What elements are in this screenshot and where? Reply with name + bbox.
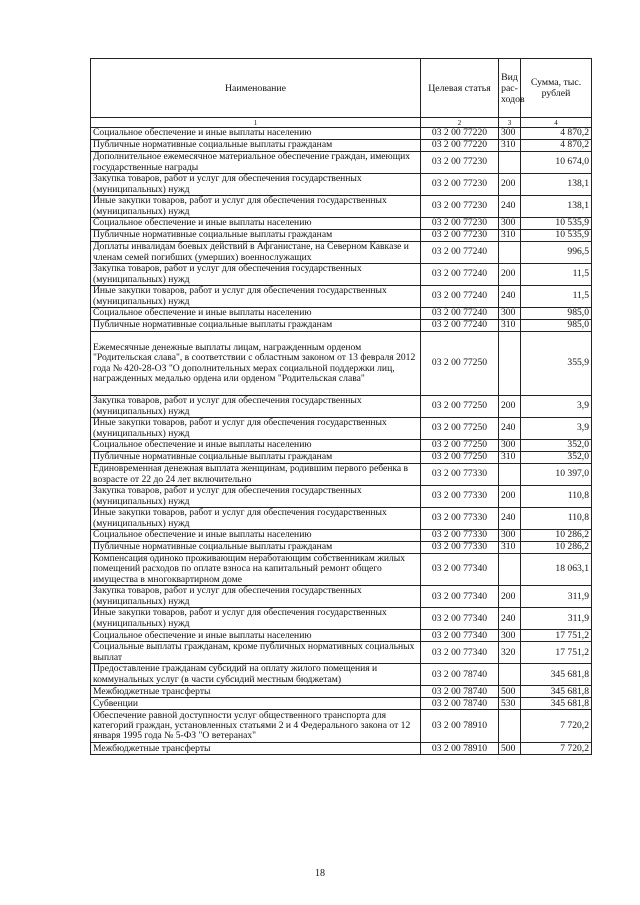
row-kind-cell: 240 bbox=[499, 508, 521, 530]
row-kind-cell: 200 bbox=[499, 396, 521, 418]
row-amount-cell: 110,8 bbox=[521, 486, 592, 508]
row-name-cell: Субвенции bbox=[91, 698, 421, 710]
row-kind-cell: 240 bbox=[499, 196, 521, 218]
row-amount-cell: 138,1 bbox=[521, 174, 592, 196]
row-kind-cell: 300 bbox=[499, 308, 521, 320]
row-code-cell: 03 2 00 77330 bbox=[421, 464, 499, 486]
row-name-cell: Иные закупки товаров, работ и услуг для обеспечения государственных (муниципальных) нужд bbox=[91, 196, 421, 218]
table-row bbox=[91, 308, 592, 320]
row-code-cell: 03 2 00 77240 bbox=[421, 264, 499, 286]
row-name-cell: Иные закупки товаров, работ и услуг для обеспечения государственных (муниципальных) нужд bbox=[91, 286, 421, 308]
table-row bbox=[91, 230, 592, 242]
row-name-cell: Закупка товаров, работ и услуг для обеспечения государственных (муниципальных) нужд bbox=[91, 174, 421, 196]
table-row bbox=[91, 710, 592, 743]
table-row bbox=[91, 218, 592, 230]
row-amount-cell: 11,5 bbox=[521, 286, 592, 308]
row-code-cell: 03 2 00 77220 bbox=[421, 128, 499, 140]
row-amount-cell: 311,9 bbox=[521, 586, 592, 608]
row-name-cell: Публичные нормативные социальные выплаты гражданам bbox=[91, 230, 421, 242]
table-row bbox=[91, 698, 592, 710]
row-kind-cell: 240 bbox=[499, 418, 521, 440]
row-amount-cell: 7 720,2 bbox=[521, 710, 592, 743]
row-name-cell: Социальное обеспечение и иные выплаты населению bbox=[91, 630, 421, 642]
row-name-cell: Иные закупки товаров, работ и услуг для обеспечения государственных (муниципальных) нужд bbox=[91, 508, 421, 530]
row-kind-cell: 310 bbox=[499, 542, 521, 554]
row-amount-cell: 17 751,2 bbox=[521, 642, 592, 664]
row-name-cell: Дополнительное ежемесячное материальное обеспечение граждан, имеющих государственные награды bbox=[91, 152, 421, 174]
row-amount-cell: 996,5 bbox=[521, 242, 592, 264]
table-row bbox=[91, 320, 592, 332]
row-amount-cell: 355,9 bbox=[521, 332, 592, 396]
row-code-cell: 03 2 00 77240 bbox=[421, 286, 499, 308]
table-row bbox=[91, 152, 592, 174]
row-name-cell: Компенсация одиноко проживающим неработающим собственникам жилых помещений расходов по оплате взноса на капитальный ремонт общего имущества в многоквартирном доме bbox=[91, 554, 421, 586]
row-amount-cell: 352,0 bbox=[521, 440, 592, 452]
row-amount-cell: 352,0 bbox=[521, 452, 592, 464]
table-row bbox=[91, 174, 592, 196]
row-amount-cell: 3,9 bbox=[521, 396, 592, 418]
row-code-cell: 03 2 00 77340 bbox=[421, 630, 499, 642]
row-code-cell: 03 2 00 77230 bbox=[421, 230, 499, 242]
row-code-cell: 03 2 00 77330 bbox=[421, 486, 499, 508]
row-amount-cell: 345 681,8 bbox=[521, 698, 592, 710]
row-code-cell: 03 2 00 77250 bbox=[421, 440, 499, 452]
row-name-cell: Иные закупки товаров, работ и услуг для обеспечения государственных (муниципальных) нужд bbox=[91, 418, 421, 440]
row-code-cell: 03 2 00 77330 bbox=[421, 508, 499, 530]
table-row bbox=[91, 554, 592, 586]
row-code-cell: 03 2 00 77330 bbox=[421, 542, 499, 554]
row-amount-cell: 10 674,0 bbox=[521, 152, 592, 174]
row-name-cell: Социальное обеспечение и иные выплаты населению bbox=[91, 530, 421, 542]
col-header-code: Целевая статья bbox=[421, 59, 499, 118]
row-name-cell: Единовременная денежная выплата женщинам, родившим первого ребенка в возрасте от 22 до 24 лет включительно bbox=[91, 464, 421, 486]
row-code-cell: 03 2 00 77340 bbox=[421, 608, 499, 630]
row-kind-cell: 300 bbox=[499, 218, 521, 230]
row-kind-cell: 500 bbox=[499, 743, 521, 755]
row-code-cell: 03 2 00 77250 bbox=[421, 332, 499, 396]
row-name-cell: Публичные нормативные социальные выплаты гражданам bbox=[91, 140, 421, 152]
row-code-cell: 03 2 00 78740 bbox=[421, 686, 499, 698]
row-code-cell: 03 2 00 77220 bbox=[421, 140, 499, 152]
row-kind-cell bbox=[499, 152, 521, 174]
row-amount-cell: 138,1 bbox=[521, 196, 592, 218]
row-kind-cell: 300 bbox=[499, 128, 521, 140]
row-code-cell: 03 2 00 77330 bbox=[421, 530, 499, 542]
row-kind-cell: 500 bbox=[499, 686, 521, 698]
row-code-cell: 03 2 00 77340 bbox=[421, 554, 499, 586]
row-kind-cell: 200 bbox=[499, 586, 521, 608]
table-row bbox=[91, 286, 592, 308]
row-amount-cell: 17 751,2 bbox=[521, 630, 592, 642]
table-row bbox=[91, 508, 592, 530]
row-amount-cell: 110,8 bbox=[521, 508, 592, 530]
row-name-cell: Обеспечение равной доступности услуг общественного транспорта для категорий граждан, установленных статьями 2 и 4 Федерального закона от 12 января 1995 года № 5-ФЗ "О ветеранах" bbox=[91, 710, 421, 743]
col-header-amount: Сумма, тыс. рублей bbox=[521, 59, 592, 118]
row-name-cell: Закупка товаров, работ и услуг для обеспечения государственных (муниципальных) нужд bbox=[91, 586, 421, 608]
row-kind-cell bbox=[499, 664, 521, 686]
row-kind-cell: 300 bbox=[499, 530, 521, 542]
table-row bbox=[91, 264, 592, 286]
table-row bbox=[91, 586, 592, 608]
row-kind-cell: 200 bbox=[499, 486, 521, 508]
row-name-cell: Социальное обеспечение и иные выплаты населению bbox=[91, 218, 421, 230]
row-code-cell: 03 2 00 77250 bbox=[421, 396, 499, 418]
table-row bbox=[91, 452, 592, 464]
table-row bbox=[91, 332, 592, 396]
row-code-cell: 03 2 00 77250 bbox=[421, 418, 499, 440]
row-name-cell: Иные закупки товаров, работ и услуг для обеспечения государственных (муниципальных) нужд bbox=[91, 608, 421, 630]
table-row bbox=[91, 642, 592, 664]
row-amount-cell: 985,0 bbox=[521, 320, 592, 332]
page-number: 18 bbox=[315, 868, 325, 879]
column-index-row bbox=[91, 118, 592, 128]
row-kind-cell: 200 bbox=[499, 174, 521, 196]
row-kind-cell: 310 bbox=[499, 452, 521, 464]
row-name-cell: Межбюджетные трансферты bbox=[91, 743, 421, 755]
table-row bbox=[91, 630, 592, 642]
row-amount-cell: 10 535,9 bbox=[521, 230, 592, 242]
table-row bbox=[91, 486, 592, 508]
table-row bbox=[91, 743, 592, 755]
row-kind-cell: 300 bbox=[499, 630, 521, 642]
table-row bbox=[91, 664, 592, 686]
row-code-cell: 03 2 00 77250 bbox=[421, 452, 499, 464]
table-row bbox=[91, 530, 592, 542]
table-row bbox=[91, 242, 592, 264]
row-code-cell: 03 2 00 77230 bbox=[421, 174, 499, 196]
row-name-cell: Предоставление гражданам субсидий на оплату жилого помещения и коммунальных услуг (в части субсидий местным бюджетам) bbox=[91, 664, 421, 686]
row-amount-cell: 345 681,8 bbox=[521, 664, 592, 686]
row-amount-cell: 10 286,2 bbox=[521, 530, 592, 542]
row-code-cell: 03 2 00 77240 bbox=[421, 242, 499, 264]
table-row bbox=[91, 608, 592, 630]
col-index: 3 bbox=[499, 118, 521, 128]
row-amount-cell: 985,0 bbox=[521, 308, 592, 320]
col-header-name: Наименование bbox=[91, 59, 421, 118]
row-name-cell: Социальные выплаты гражданам, кроме публичных нормативных социальных выплат bbox=[91, 642, 421, 664]
table-row bbox=[91, 440, 592, 452]
row-amount-cell: 311,9 bbox=[521, 608, 592, 630]
budget-table bbox=[90, 58, 592, 755]
row-code-cell: 03 2 00 78910 bbox=[421, 743, 499, 755]
row-code-cell: 03 2 00 77240 bbox=[421, 320, 499, 332]
row-code-cell: 03 2 00 78910 bbox=[421, 710, 499, 743]
row-kind-cell: 300 bbox=[499, 440, 521, 452]
row-name-cell: Доплаты инвалидам боевых действий в Афганистане, на Северном Кавказе и членам семей погибших (умерших) военнослужащих bbox=[91, 242, 421, 264]
row-code-cell: 03 2 00 78740 bbox=[421, 698, 499, 710]
row-name-cell: Закупка товаров, работ и услуг для обеспечения государственных (муниципальных) нужд bbox=[91, 264, 421, 286]
table-row bbox=[91, 418, 592, 440]
col-index: 4 bbox=[521, 118, 592, 128]
table-row bbox=[91, 396, 592, 418]
row-name-cell: Публичные нормативные социальные выплаты гражданам bbox=[91, 452, 421, 464]
row-name-cell: Закупка товаров, работ и услуг для обеспечения государственных (муниципальных) нужд bbox=[91, 486, 421, 508]
row-amount-cell: 345 681,8 bbox=[521, 686, 592, 698]
row-kind-cell bbox=[499, 710, 521, 743]
row-kind-cell: 310 bbox=[499, 140, 521, 152]
row-amount-cell: 10 286,2 bbox=[521, 542, 592, 554]
col-index: 2 bbox=[421, 118, 499, 128]
table-row bbox=[91, 542, 592, 554]
table-body bbox=[91, 128, 592, 755]
row-name-cell: Социальное обеспечение и иные выплаты населению bbox=[91, 308, 421, 320]
row-kind-cell: 200 bbox=[499, 264, 521, 286]
row-amount-cell: 3,9 bbox=[521, 418, 592, 440]
row-kind-cell: 240 bbox=[499, 608, 521, 630]
row-code-cell: 03 2 00 77340 bbox=[421, 586, 499, 608]
table-row bbox=[91, 140, 592, 152]
table-row bbox=[91, 464, 592, 486]
row-name-cell: Публичные нормативные социальные выплаты гражданам bbox=[91, 542, 421, 554]
row-amount-cell: 4 870,2 bbox=[521, 128, 592, 140]
row-kind-cell: 530 bbox=[499, 698, 521, 710]
table-header-row bbox=[91, 59, 592, 118]
row-name-cell: Закупка товаров, работ и услуг для обеспечения государственных (муниципальных) нужд bbox=[91, 396, 421, 418]
row-kind-cell bbox=[499, 464, 521, 486]
row-kind-cell bbox=[499, 332, 521, 396]
row-kind-cell bbox=[499, 554, 521, 586]
row-amount-cell: 10 535,9 bbox=[521, 218, 592, 230]
row-code-cell: 03 2 00 77340 bbox=[421, 642, 499, 664]
row-kind-cell: 310 bbox=[499, 230, 521, 242]
row-name-cell: Социальное обеспечение и иные выплаты населению bbox=[91, 440, 421, 452]
row-amount-cell: 18 063,1 bbox=[521, 554, 592, 586]
row-name-cell: Социальное обеспечение и иные выплаты населению bbox=[91, 128, 421, 140]
row-kind-cell: 240 bbox=[499, 286, 521, 308]
row-code-cell: 03 2 00 77230 bbox=[421, 196, 499, 218]
col-index: 1 bbox=[91, 118, 421, 128]
row-amount-cell: 7 720,2 bbox=[521, 743, 592, 755]
table-row bbox=[91, 196, 592, 218]
row-name-cell: Публичные нормативные социальные выплаты гражданам bbox=[91, 320, 421, 332]
row-amount-cell: 11,5 bbox=[521, 264, 592, 286]
table-row bbox=[91, 128, 592, 140]
col-header-kind: Вид рас-ходов bbox=[499, 59, 521, 118]
row-kind-cell: 310 bbox=[499, 320, 521, 332]
row-kind-cell bbox=[499, 242, 521, 264]
row-amount-cell: 10 397,0 bbox=[521, 464, 592, 486]
row-code-cell: 03 2 00 77240 bbox=[421, 308, 499, 320]
row-name-cell: Ежемесячные денежные выплаты лицам, награжденным орденом "Родительская слава", в соответствии с областным законом от 13 февраля 2012 года № 420-28-ОЗ "О дополнительных мерах социальной поддержки лиц, награжденных медалью ордена или орденом "Родительская слава" bbox=[91, 332, 421, 396]
row-code-cell: 03 2 00 78740 bbox=[421, 664, 499, 686]
row-amount-cell: 4 870,2 bbox=[521, 140, 592, 152]
row-kind-cell: 320 bbox=[499, 642, 521, 664]
row-code-cell: 03 2 00 77230 bbox=[421, 152, 499, 174]
table-row bbox=[91, 686, 592, 698]
row-code-cell: 03 2 00 77230 bbox=[421, 218, 499, 230]
row-name-cell: Межбюджетные трансферты bbox=[91, 686, 421, 698]
